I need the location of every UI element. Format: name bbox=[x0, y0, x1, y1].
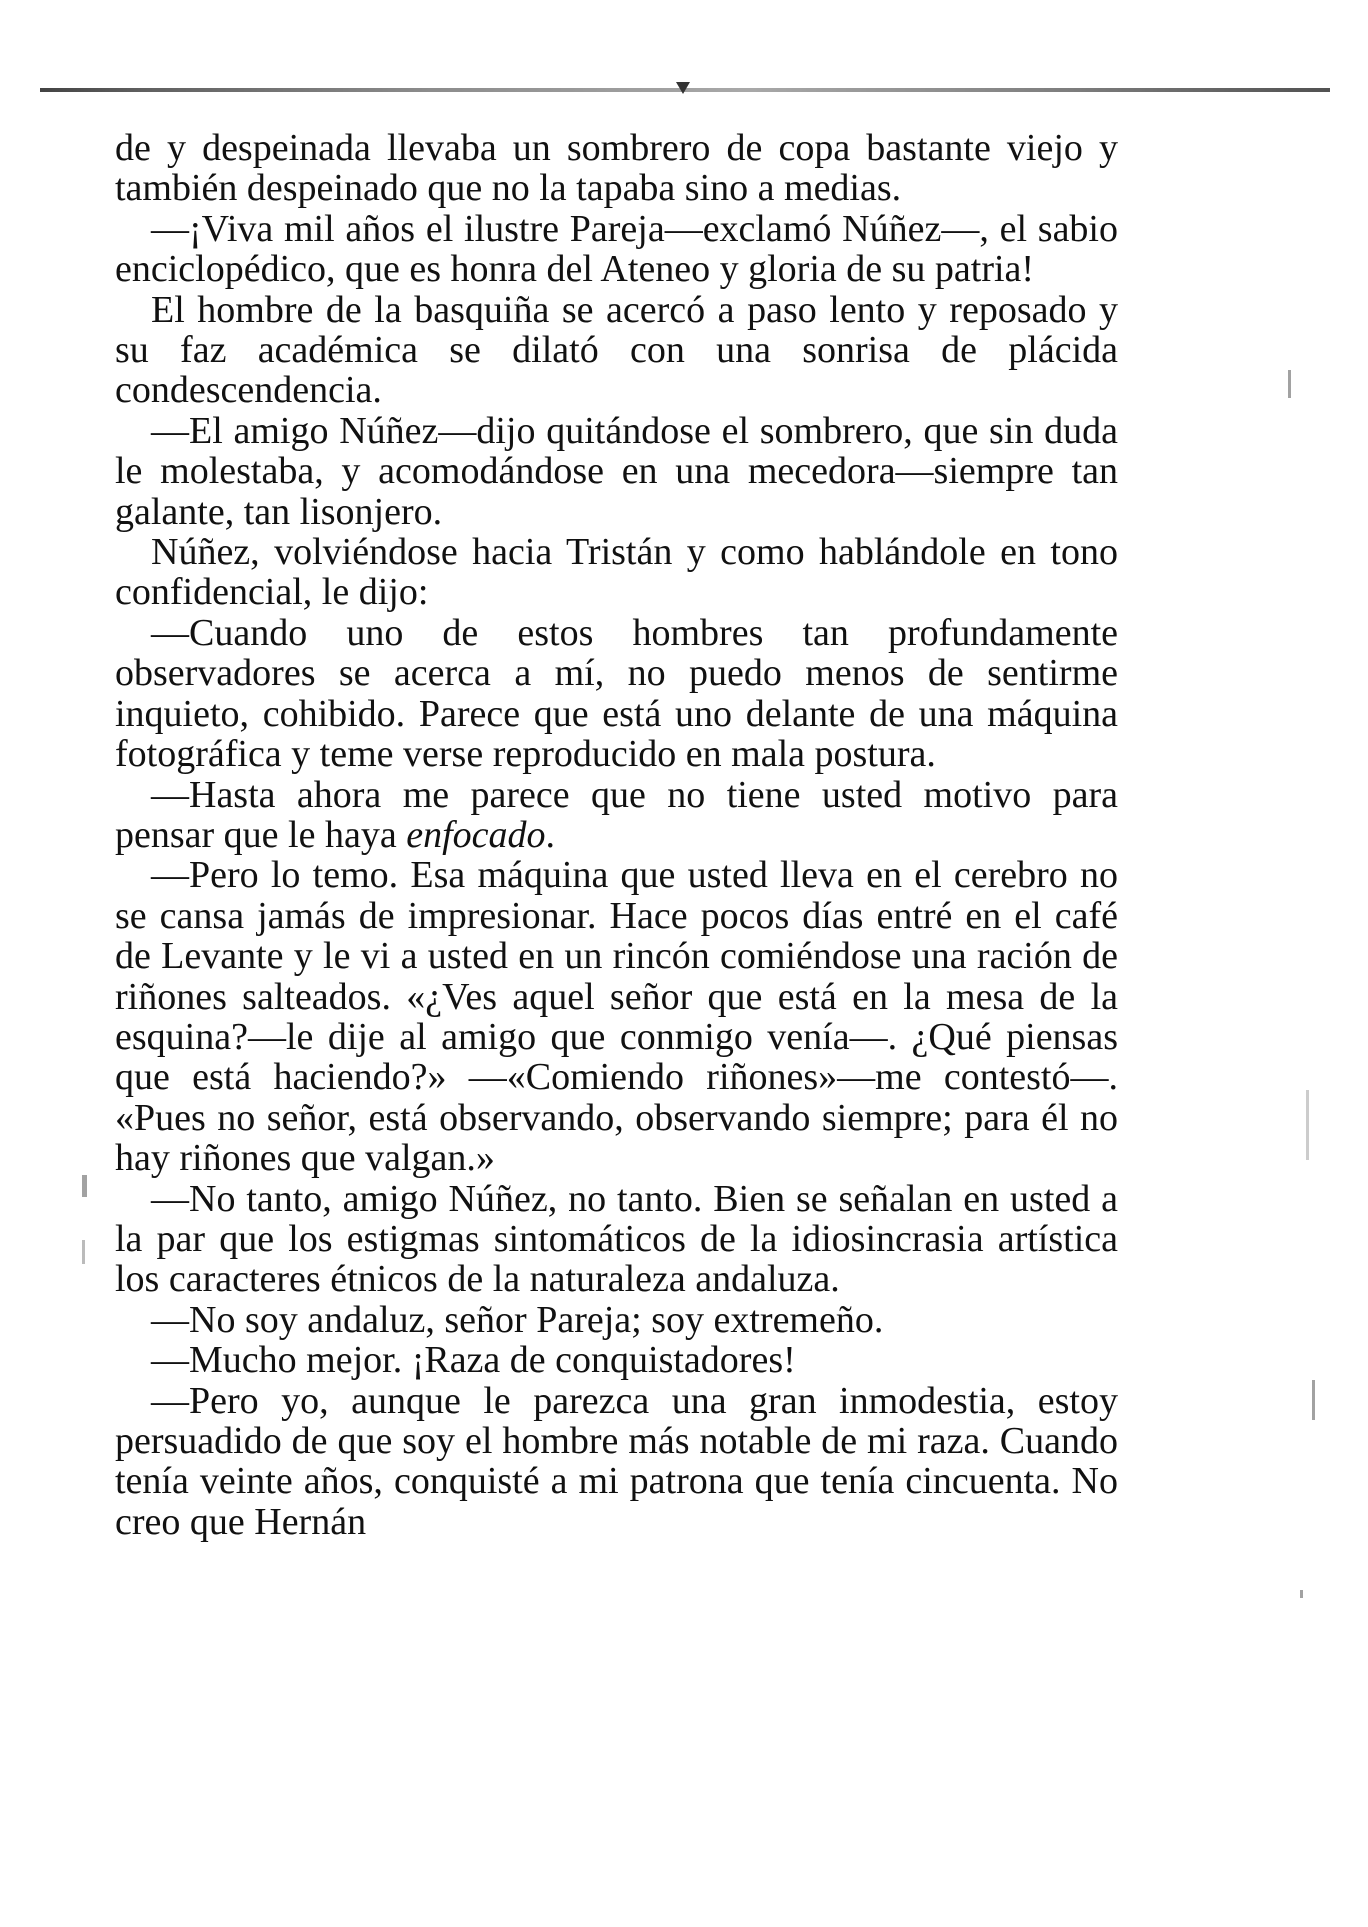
paragraph-5: Núñez, volviéndose hacia Tristán y como hablándole en tono confidencial, le dijo: bbox=[115, 531, 1118, 614]
paragraph-8: —Pero lo temo. Esa máquina que usted lleva en el cerebro no se cansa jamás de impresionar. Hace pocos días entré en el café de Levante y le vi a usted en un rincón comiéndose una ración de riñones salteados. «¿Ves aquel señor que está en la mesa de la esquina?—le dije al amigo que conmigo venía—. ¿Qué piensas que está haciendo?» —«Comiendo riñones»—me contestó—. «Pues no señor, está observando, observando siempre; para él no hay riñones que valgan.» bbox=[115, 854, 1118, 1180]
paragraph-9: —No tanto, amigo Núñez, no tanto. Bien se señalan en usted a la par que los estigmas sintomáticos de la idiosincrasia artística los caracteres étnicos de la naturaleza andaluza. bbox=[115, 1177, 1118, 1301]
paragraph-10: —No soy andaluz, señor Pareja; soy extremeño. bbox=[151, 1298, 884, 1341]
paragraph-7 bbox=[115, 775, 1118, 856]
paragraph-7-text: —Hasta ahora me parece que no tiene usted motivo para pensar que le haya bbox=[115, 773, 1118, 856]
paragraph-11: —Mucho mejor. ¡Raza de conquistadores! bbox=[151, 1339, 796, 1382]
margin-speck bbox=[82, 1175, 87, 1197]
paragraph-4: —El amigo Núñez—dijo quitándose el sombrero, que sin duda le molestaba, y acomodándose en una mecedora—siempre tan galante, tan lisonjero. bbox=[115, 409, 1118, 533]
top-rule-mark bbox=[676, 82, 690, 94]
margin-speck bbox=[1300, 1590, 1303, 1598]
margin-speck bbox=[1306, 1090, 1309, 1160]
margin-speck bbox=[1312, 1380, 1315, 1420]
paragraph-3: El hombre de la basquiña se acercó a paso lento y reposado y su faz académica se dilató con una sonrisa de plácida condescendencia. bbox=[115, 288, 1118, 412]
margin-speck bbox=[1288, 370, 1291, 398]
paragraph-12: —Pero yo, aunque le parezca una gran inmodestia, estoy persuadido de que soy el hombre más notable de mi raza. Cuando tenía veinte años, conquisté a mi patrona que tenía cincuenta. No creo que Hernán bbox=[115, 1379, 1118, 1543]
margin-speck bbox=[82, 1240, 85, 1264]
paragraph-7-end: . bbox=[545, 813, 555, 856]
emphasis-enfocado: enfocado bbox=[406, 813, 546, 856]
paragraph-6: —Cuando uno de estos hombres tan profundamente observadores se acerca a mí, no puedo menos de sentirme inquieto, cohibido. Parece que está uno delante de una máquina fotográfica y teme verse reproducido en mala postura. bbox=[115, 611, 1118, 776]
paragraph-1: de y despeinada llevaba un sombrero de copa bastante viejo y también despeinado que no la tapaba sino a medias. bbox=[115, 127, 1118, 210]
page-body-text bbox=[115, 128, 1118, 1542]
paragraph-2: —¡Viva mil años el ilustre Pareja—exclamó Núñez—, el sabio enciclopédico, que es honra del Ateneo y gloria de su patria! bbox=[115, 207, 1118, 291]
